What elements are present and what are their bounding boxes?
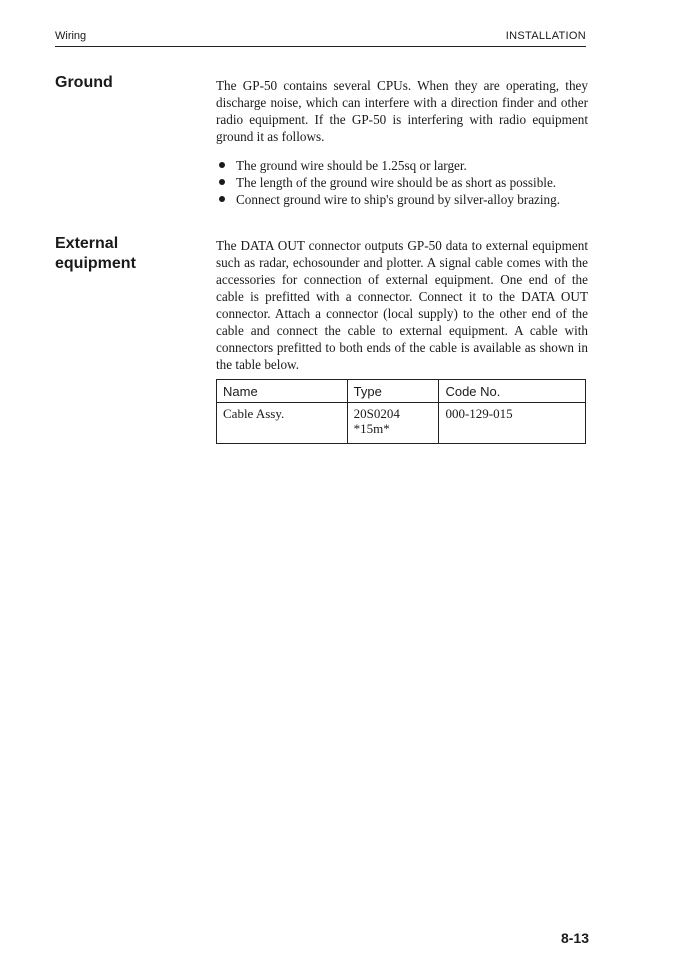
cell-name: Cable Assy. (217, 403, 348, 444)
list-item (216, 157, 596, 174)
table-header-row (217, 380, 586, 403)
header-section-name: Wiring (55, 30, 87, 42)
ground-bullet-list (216, 157, 596, 208)
column-header-name: Name (217, 380, 348, 403)
column-header-code: Code No. (439, 380, 586, 403)
page-number: 8-13 (560, 930, 589, 946)
list-item (216, 174, 596, 191)
column-header-type: Type (347, 380, 439, 403)
cable-table (216, 379, 586, 444)
ground-heading: Ground (55, 74, 113, 91)
ground-paragraph: The GP-50 contains several CPUs. When they are operating, they discharge noise, which can interfere with a direction finder and other radio equipment. If the GP-50 is interfering with radio equipment ground it as follows. (216, 78, 588, 144)
external-heading-line2: equipment (55, 255, 136, 272)
bullet-text: The ground wire should be 1.25sq or larger. (236, 158, 467, 173)
bullet-icon (219, 162, 225, 168)
external-equipment-paragraph: The DATA OUT connector outputs GP-50 data to external equipment such as radar, echosounder and plotter. A signal cable comes with the accessories for connection of external equipment. One end of the cable is prefitted with a connector. Connect it to the DATA OUT connector. Attach a connector (local supply) to the other end of the cable and connect the cable to external equipment. A cable with connectors prefitted to both ends of the cable is available as shown in the table below. (216, 238, 588, 372)
bullet-text: The length of the ground wire should be as short as possible. (236, 175, 557, 190)
bullet-icon (219, 196, 225, 202)
cell-type-line1: 20S0204 (353, 406, 400, 421)
header-rule (55, 46, 586, 47)
table-row (217, 403, 586, 444)
external-heading-line1: External (55, 235, 119, 252)
external-equipment-heading (55, 234, 136, 274)
cell-type-line2: *15m* (353, 421, 390, 436)
bullet-icon (219, 179, 225, 185)
header-chapter-name: INSTALLATION (505, 30, 586, 42)
list-item (216, 191, 596, 208)
bullet-text: Connect ground wire to ship's ground by silver-alloy brazing. (236, 192, 561, 207)
cell-code: 000-129-015 (439, 403, 586, 444)
cell-type (347, 403, 439, 444)
